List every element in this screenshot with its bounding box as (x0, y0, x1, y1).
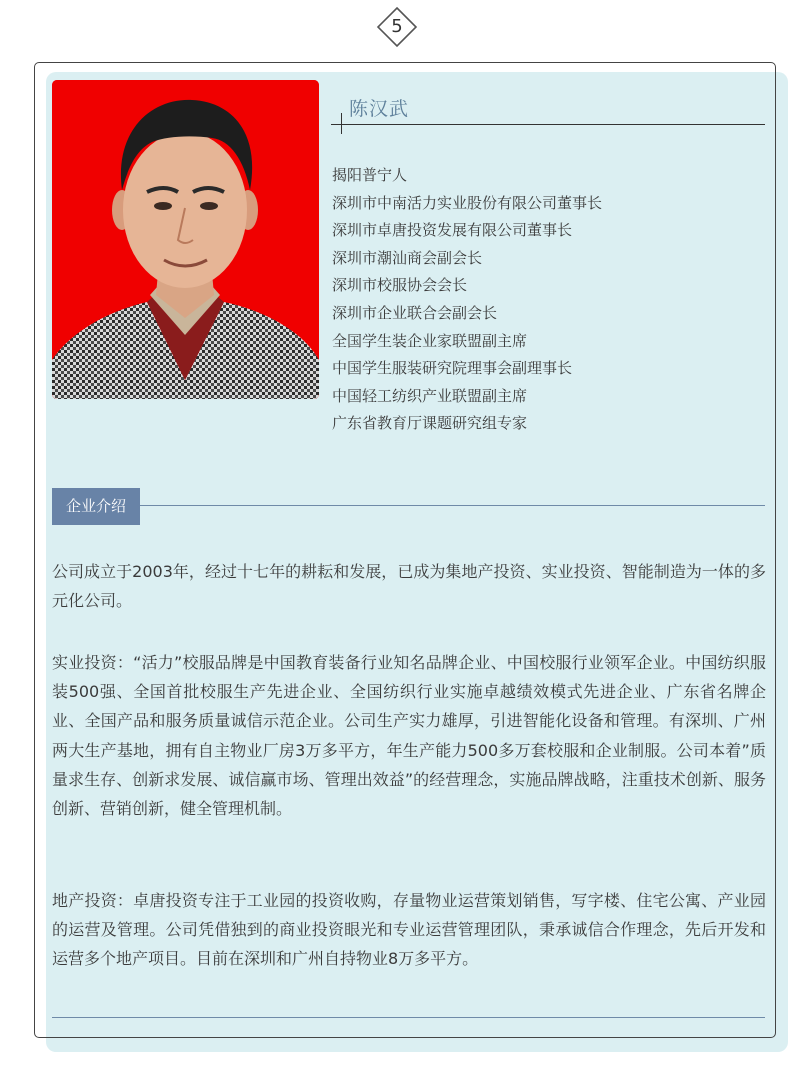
badge-number: 5 (391, 16, 403, 37)
section-divider (140, 505, 765, 506)
name-underline (331, 124, 765, 125)
title-item: 广东省教育厅课题研究组专家 (332, 414, 528, 433)
section-heading-company-intro: 企业介绍 (52, 488, 140, 525)
title-item: 深圳市校服协会会长 (332, 276, 468, 295)
title-item: 全国学生装企业家联盟副主席 (332, 331, 528, 350)
title-item: 深圳市潮汕商会副会长 (332, 248, 483, 267)
title-list (332, 162, 602, 438)
title-item: 深圳市企业联合会副会长 (332, 303, 498, 322)
industrial-investment-paragraph: 实业投资：“活力”校服品牌是中国教育装备行业知名品牌企业、中国校服行业领军企业。中国纺织服装500强、全国首批校服生产先进企业、全国纺织行业实施卓越绩效模式先进企业、广东省名牌企业、全国产品和服务质量诚信示范企业。公司生产实力雄厚，引进智能化设备和管理。有深圳、广州两大生产基地，拥有自主物业厂房3万多平方，年生产能力500多万套校服和企业制服。公司本着”质量求生存、创新求发展、诚信赢市场、管理出效益”的经营理念，实施品牌战略，注重技术创新、服务创新、营销创新，健全管理机制。 (52, 653, 766, 819)
intro-paragraph: 公司成立于2003年，经过十七年的耕耘和发展，已成为集地产投资、实业投资、智能制造为一体的多元化公司。 (52, 562, 766, 611)
real-estate-investment-paragraph: 地产投资：卓唐投资专注于工业园的投资收购，存量物业运营策划销售，写字楼、住宅公寓、产业园的运营及管理。公司凭借独到的商业投资眼光和专业运营管理团队，秉承诚信合作理念，先后开发和运营多个地产项目。目前在深圳和广州自持物业8万多平方。 (52, 891, 766, 969)
number-badge (376, 6, 418, 48)
title-item: 中国学生服装研究院理事会副理事长 (332, 359, 573, 378)
title-item: 深圳市卓唐投资发展有限公司董事长 (332, 221, 573, 240)
title-item: 深圳市中南活力实业股份有限公司董事长 (332, 193, 603, 212)
person-name: 陈汉武 (349, 98, 410, 120)
bottom-divider (52, 1017, 765, 1018)
title-item: 揭阳普宁人 (332, 166, 408, 184)
title-item: 中国轻工纺织产业联盟副主席 (332, 386, 528, 405)
portrait-photo (52, 80, 319, 399)
